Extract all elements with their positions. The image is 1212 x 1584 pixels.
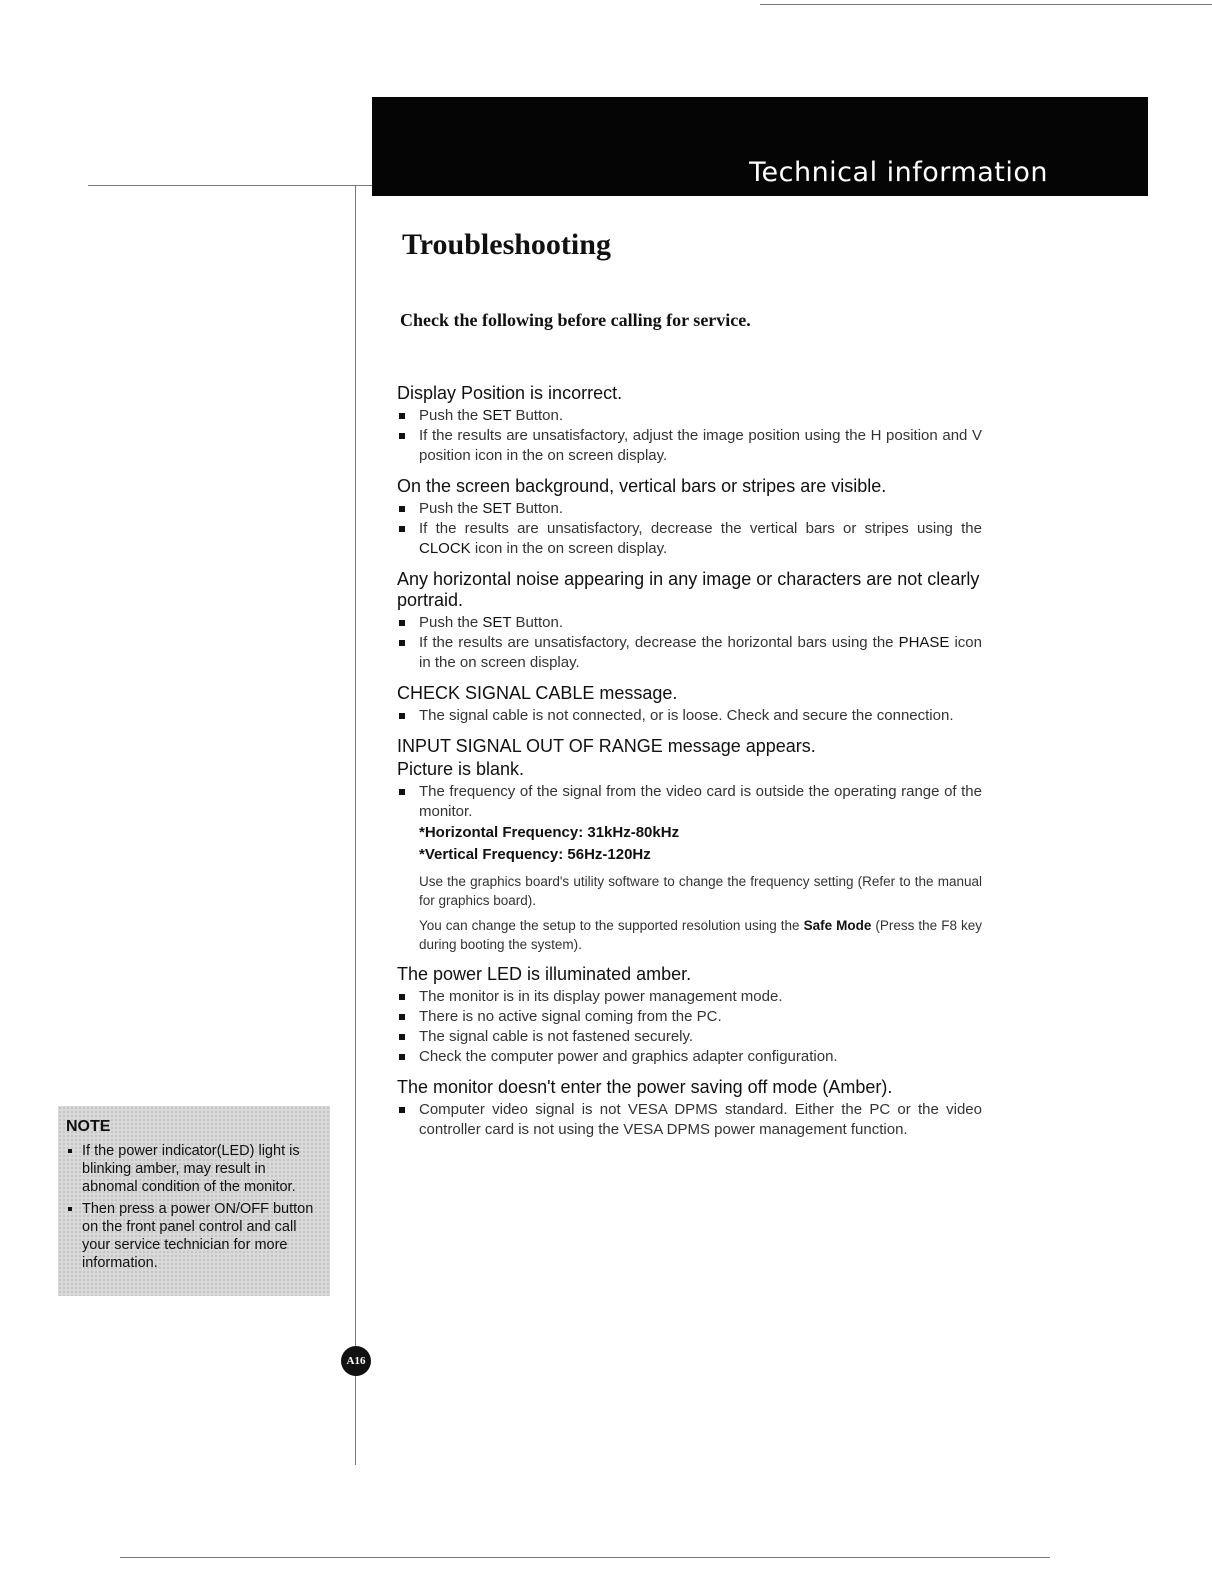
section-power-led [397, 964, 982, 1067]
note-box [58, 1106, 330, 1296]
section-title: The monitor doesn't enter the power saving off mode (Amber). [397, 1077, 893, 1097]
page-title: Troubleshooting [402, 228, 611, 261]
list-item: Computer video signal is not VESA DPMS standard. Either the PC or the video controller card is not using the VESA DPMS power management function. [397, 1100, 982, 1140]
section-title: CHECK SIGNAL CABLE message. [397, 683, 678, 703]
safe-mode-note: You can change the setup to the supported resolution using the Safe Mode (Press the F8 key during booting the system). [419, 918, 982, 952]
list-item: If the results are unsatisfactory, decrease the horizontal bars using the PHASE icon in the on screen display. [397, 633, 982, 673]
note-item: Then press a power ON/OFF button on the front panel control and call your service technician for more information. [66, 1200, 324, 1272]
note-item: If the power indicator(LED) light is blinking amber, may result in abnomal condition of the monitor. [66, 1142, 324, 1196]
left-horizontal-rule [88, 185, 372, 186]
section-title: Any horizontal noise appearing in any image or characters are not clearly portraid. [397, 569, 980, 610]
list-item: There is no active signal coming from the PC. [397, 1007, 982, 1027]
troubleshooting-content [397, 383, 982, 1150]
list-item: Push the SET Button. [397, 499, 982, 519]
section-title: Display Position is incorrect. [397, 383, 623, 403]
section-title: INPUT SIGNAL OUT OF RANGE message appears. [397, 736, 816, 756]
list-item: The signal cable is not connected, or is loose. Check and secure the connection. [397, 706, 982, 726]
horizontal-frequency: *Horizontal Frequency: 31kHz-80kHz [419, 824, 680, 841]
bottom-rule [120, 1557, 1050, 1558]
list-item: The frequency of the signal from the video card is outside the operating range of the monitor. [397, 782, 982, 822]
intro-text: Check the following before calling for service. [400, 310, 751, 330]
section-power-saving [397, 1077, 982, 1140]
section-subtitle: Picture is blank. [397, 759, 525, 779]
header-title: Technical information [749, 157, 1048, 188]
section-vertical-bars [397, 476, 982, 559]
list-item: Check the computer power and graphics adapter configuration. [397, 1047, 982, 1067]
graphics-board-note: Use the graphics board's utility software to change the frequency setting (Refer to the manual for graphics board). [419, 874, 982, 908]
list-item: If the results are unsatisfactory, adjust the image position using the H position and V position icon in the on screen display. [397, 426, 982, 466]
section-horizontal-noise [397, 569, 982, 673]
note-title: NOTE [66, 1118, 111, 1135]
top-rule [760, 4, 1212, 5]
section-signal-cable [397, 683, 982, 726]
vertical-frequency: *Vertical Frequency: 56Hz-120Hz [419, 846, 651, 863]
header-bar [372, 97, 1148, 196]
section-title: On the screen background, vertical bars or stripes are visible. [397, 476, 887, 496]
list-item: The signal cable is not fastened securely. [397, 1027, 982, 1047]
list-item: Push the SET Button. [397, 406, 982, 426]
vertical-rule [355, 185, 356, 1465]
page-number-badge: A16 [341, 1346, 371, 1376]
list-item: If the results are unsatisfactory, decrease the vertical bars or stripes using the CLOCK icon in the on screen display. [397, 519, 982, 559]
section-out-of-range [397, 736, 982, 954]
section-title: The power LED is illuminated amber. [397, 964, 692, 984]
list-item: The monitor is in its display power management mode. [397, 987, 982, 1007]
list-item: Push the SET Button. [397, 613, 982, 633]
section-display-position [397, 383, 982, 466]
